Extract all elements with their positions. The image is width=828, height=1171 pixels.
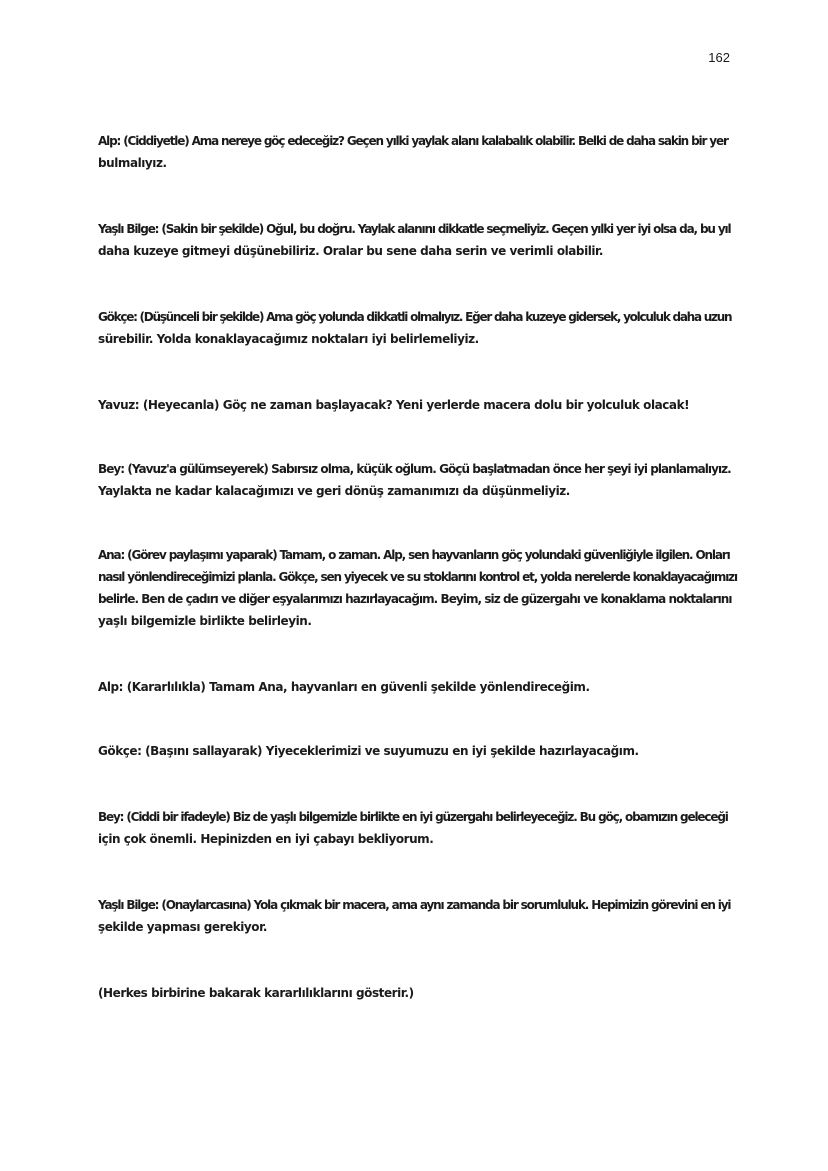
text-line: yaşlı bilgemizle birlikte belirleyin.	[98, 614, 312, 628]
text-line: Yaylakta ne kadar kalacağımızı ve geri dönüş zamanımızı da düşünmeliyiz.	[98, 484, 570, 498]
dialogue-paragraph	[98, 740, 738, 762]
dialogue-paragraph	[98, 894, 738, 938]
text-line: Bey: (Yavuz'a gülümseyerek) Sabırsız olma, küçük oğlum. Göçü başlatmadan önce her şeyi iyi planlamalıyız.	[98, 462, 731, 476]
text-line: bulmalıyız.	[98, 156, 167, 170]
text-line: daha kuzeye gitmeyi düşünebiliriz. Oralar bu sene daha serin ve verimli olabilir.	[98, 244, 603, 258]
page-number: 162	[708, 50, 730, 65]
text-line: sürebilir. Yolda konaklayacağımız noktaları iyi belirlemeliyiz.	[98, 332, 479, 346]
text-line: için çok önemli. Hepinizden en iyi çabayı bekliyorum.	[98, 832, 434, 846]
text-line: (Herkes birbirine bakarak kararlılıklarını gösterir.)	[98, 986, 414, 1000]
dialogue-paragraph	[98, 458, 738, 502]
text-line: nasıl yönlendireceğimizi planla. Gökçe, sen yiyecek ve su stoklarını kontrol et, yolda nerelerde konaklayacağımızı	[98, 570, 737, 584]
dialogue-paragraph	[98, 394, 738, 416]
stage-direction	[98, 982, 738, 1004]
text-line: Alp: (Kararlılıkla) Tamam Ana, hayvanları en güvenli şekilde yönlendireceğim.	[98, 680, 590, 694]
text-line: Yaşlı Bilge: (Sakin bir şekilde) Oğul, bu doğru. Yaylak alanını dikkatle seçmeliyiz. Geçen yılki yer iyi olsa da, bu yıl	[98, 222, 731, 236]
dialogue-paragraph	[98, 676, 738, 698]
dialogue-paragraph	[98, 218, 738, 262]
dialogue-paragraph	[98, 306, 738, 350]
text-line: Bey: (Ciddi bir ifadeyle) Biz de yaşlı bilgemizle birlikte en iyi güzergahı belirleyeceğiz. Bu göç, obamızın geleceği	[98, 810, 728, 824]
text-line: Yaşlı Bilge: (Onaylarcasına) Yola çıkmak bir macera, ama aynı zamanda bir sorumluluk. Hepimizin görevini en iyi	[98, 898, 731, 912]
text-line: Alp: (Ciddiyetle) Ama nereye göç edeceğiz? Geçen yılki yaylak alanı kalabalık olabilir. Belki de daha sakin bir yer	[98, 134, 728, 148]
dialogue-paragraph	[98, 806, 738, 850]
dialogue-paragraph	[98, 130, 738, 174]
text-line: Gökçe: (Düşünceli bir şekilde) Ama göç yolunda dikkatli olmalıyız. Eğer daha kuzeye gidersek, yolculuk daha uzun	[98, 310, 732, 324]
text-line: Gökçe: (Başını sallayarak) Yiyeceklerimizi ve suyumuzu en iyi şekilde hazırlayacağım.	[98, 744, 639, 758]
text-line: Ana: (Görev paylaşımı yaparak) Tamam, o zaman. Alp, sen hayvanların göç yolundaki güvenliğiyle ilgilen. Onları	[98, 548, 730, 562]
text-line: şekilde yapması gerekiyor.	[98, 920, 267, 934]
text-line: belirle. Ben de çadırı ve diğer eşyalarımızı hazırlayacağım. Beyim, siz de güzergahı ve konaklama noktalarını	[98, 592, 732, 606]
dialogue-paragraph	[98, 544, 738, 632]
text-line: Yavuz: (Heyecanla) Göç ne zaman başlayacak? Yeni yerlerde macera dolu bir yolculuk olacak!	[98, 398, 690, 412]
